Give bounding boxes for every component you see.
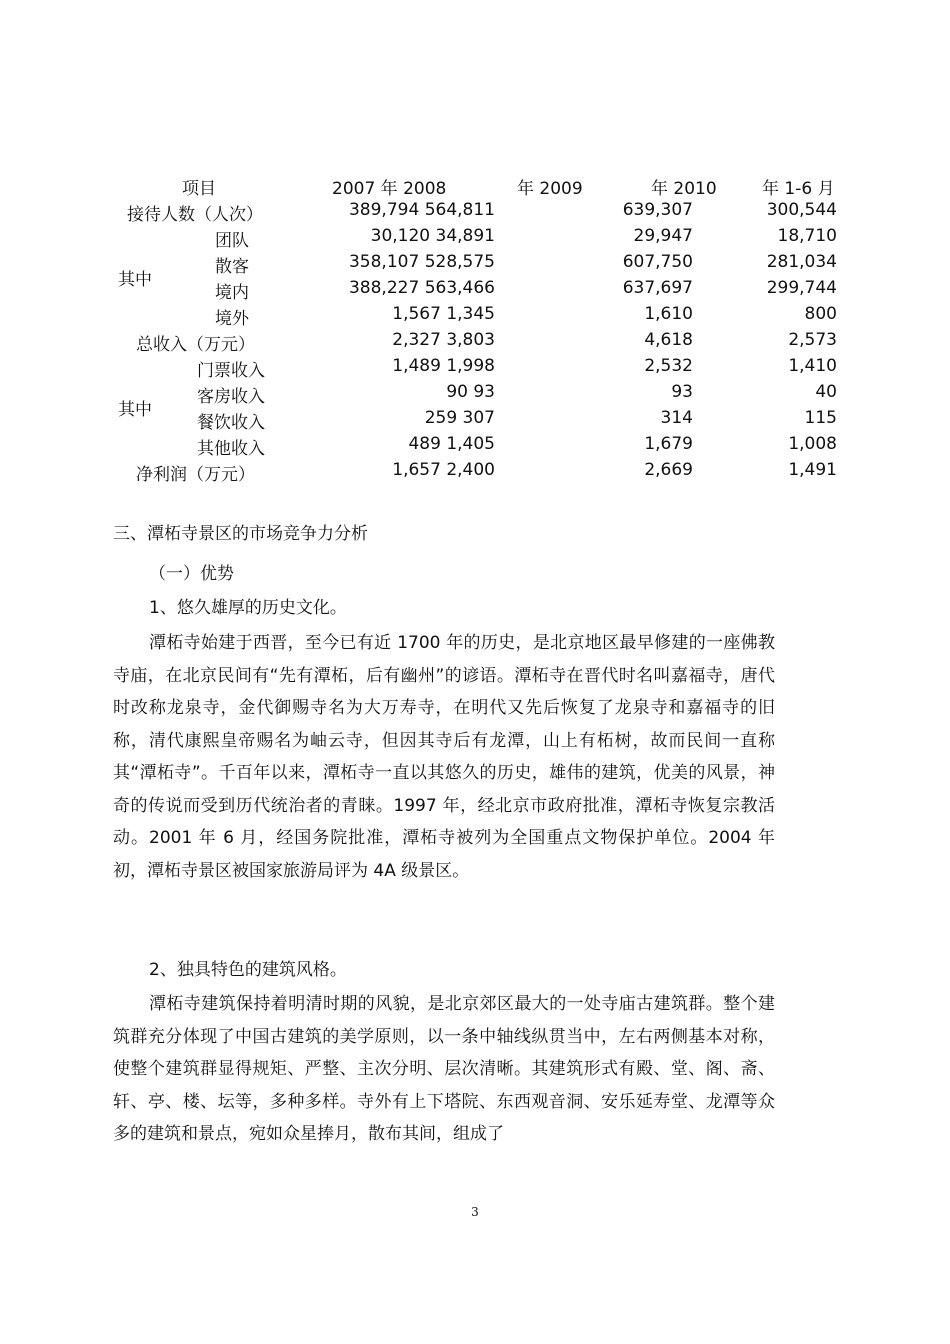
row-label: 餐饮收入 [197, 413, 265, 433]
cell-2007-2008: 388,227 563,466 [348, 278, 495, 298]
cell-2011: 2,573 [788, 330, 837, 350]
cell-2010: 4,618 [644, 330, 693, 350]
row-label: 总收入（万元） [136, 335, 255, 355]
cell-2007-2008: 30,120 34,891 [370, 226, 495, 246]
cell-2010: 2,669 [644, 460, 693, 480]
cell-2007-2008: 489 1,405 [408, 434, 495, 454]
row-label: 其他收入 [197, 439, 265, 459]
row-label: 净利润（万元） [136, 465, 255, 485]
table-row [0, 330, 950, 356]
cell-2010: 2,532 [644, 356, 693, 376]
cell-2007-2008: 2,327 3,803 [392, 330, 495, 350]
cell-2010: 639,307 [622, 200, 693, 220]
section-title: 三、潭柘寺景区的市场竞争力分析 [113, 524, 368, 544]
cell-2011: 300,544 [766, 200, 837, 220]
cell-2011: 40 [815, 382, 837, 402]
table-row [0, 278, 950, 304]
cell-2007-2008: 1,489 1,998 [392, 356, 495, 376]
table-row [0, 434, 950, 460]
cell-2007-2008: 90 93 [446, 382, 495, 402]
row-label: 门票收入 [197, 361, 265, 381]
cell-2011: 299,744 [766, 278, 837, 298]
row-label: 境外 [215, 309, 249, 329]
cell-2010: 637,697 [622, 278, 693, 298]
table-row [0, 408, 950, 434]
table-row [0, 304, 950, 330]
cell-2010: 1,610 [644, 304, 693, 324]
row-label: 团队 [215, 231, 249, 251]
body-paragraph: 潭柘寺建筑保持着明清时期的风貌，是北京郊区最大的一处寺庙古建筑群。整个建筑群充分体现了中国古建筑的美学原则，以一条中轴线纵贯当中，左右两侧基本对称，使整个建筑群显得规矩、严整、主次分明、层次清晰。其建筑形式有殿、堂、阁、斋、轩、亭、楼、坛等，多种多样。寺外有上下塔院、东西观音洞、安乐延寿堂、龙潭等众多的建筑和景点，宛如众星捧月，散布其间，组成了 [113, 994, 775, 1144]
point-heading: 1、悠久雄厚的历史文化。 [149, 598, 347, 618]
cell-2011: 1,410 [788, 356, 837, 376]
cell-2010: 607,750 [622, 252, 693, 272]
cell-2010: 1,679 [644, 434, 693, 454]
cell-2007-2008: 358,107 528,575 [348, 252, 495, 272]
group-label-revenue: 其中 [118, 400, 152, 420]
header-2009: 年 2009 [517, 179, 583, 199]
cell-2007-2008: 1,657 2,400 [392, 460, 495, 480]
cell-2010: 314 [660, 408, 693, 428]
cell-2007-2008: 1,567 1,345 [392, 304, 495, 324]
cell-2011: 18,710 [777, 226, 837, 246]
subsection-heading: （一）优势 [149, 564, 234, 584]
cell-2011: 281,034 [766, 252, 837, 272]
row-label: 接待人数（人次） [127, 205, 263, 225]
cell-2011: 800 [804, 304, 837, 324]
cell-2007-2008: 259 307 [424, 408, 495, 428]
cell-2007-2008: 389,794 564,811 [348, 200, 495, 220]
header-2011-h1: 年 1-6 月 [762, 179, 835, 199]
table-row [0, 460, 950, 486]
table-row [0, 356, 950, 382]
table-row [0, 226, 950, 252]
cell-2011: 1,491 [788, 460, 837, 480]
row-label: 客房收入 [197, 387, 265, 407]
table-row [0, 200, 950, 226]
header-2010: 年 2010 [651, 179, 717, 199]
header-2007-2008: 2007 年 2008 [332, 179, 447, 199]
cell-2011: 1,008 [788, 434, 837, 454]
point-heading: 2、独具特色的建筑风格。 [149, 960, 347, 980]
row-label: 境内 [215, 283, 249, 303]
header-item: 项目 [182, 179, 216, 199]
table-row [0, 252, 950, 278]
body-paragraph: 潭柘寺始建于西晋，至今已有近 1700 年的历史，是北京地区最早修建的一座佛教寺庙，在北京民间有“先有潭柘，后有幽州”的谚语。潭柘寺在晋代时名叫嘉福寺，唐代时改称龙泉寺，金代御赐寺名为大万寿寺，在明代又先后恢复了龙泉寺和嘉福寺的旧称，清代康熙皇帝赐名为岫云寺，但因其寺后有龙潭，山上有柘树，故而民间一直称其“潭柘寺”。千百年以来，潭柘寺一直以其悠久的历史，雄伟的建筑，优美的风景，神奇的传说而受到历代统治者的青睐。1997 年，经北京市政府批准，潭柘寺恢复宗教活动。2001 年 6 月，经国务院批准，潭柘寺被列为全国重点文物保护单位。2004 年初，潭柘寺景区被国家旅游局评为 4A 级景区。 [113, 633, 775, 881]
group-label-visitors: 其中 [118, 270, 152, 290]
page-number: 3 [471, 1205, 479, 1219]
cell-2010: 29,947 [633, 226, 693, 246]
cell-2011: 115 [804, 408, 837, 428]
table-row [0, 382, 950, 408]
cell-2010: 93 [671, 382, 693, 402]
row-label: 散客 [215, 257, 249, 277]
